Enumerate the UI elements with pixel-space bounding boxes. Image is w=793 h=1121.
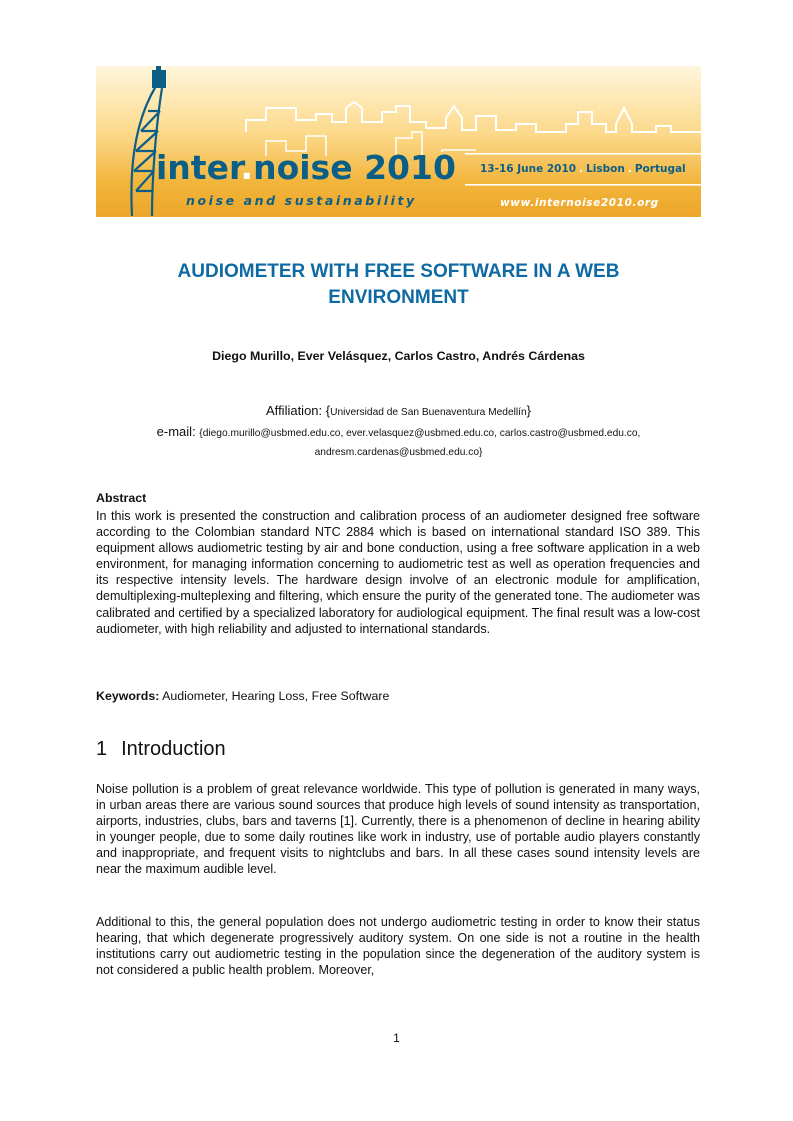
- paper-title: [96, 259, 701, 311]
- affiliation-close: }: [526, 403, 531, 418]
- conference-banner: [96, 66, 701, 217]
- brand-dot: .: [240, 148, 254, 187]
- title-line-2: ENVIRONMENT: [328, 287, 469, 308]
- title-line-1: AUDIOMETER WITH FREE SOFTWARE IN A WEB: [177, 261, 620, 282]
- affiliation: [96, 403, 701, 418]
- affiliation-label: Affiliation: {: [266, 403, 331, 418]
- conference-url: www.internoise2010.org: [500, 197, 659, 209]
- brand-part1: inter: [156, 148, 241, 187]
- section-heading-introduction: [96, 738, 226, 761]
- section-number: 1: [96, 738, 108, 760]
- keywords-label: Keywords:: [96, 689, 160, 703]
- keywords-list: Audiometer, Hearing Loss, Free Software: [159, 689, 390, 703]
- conference-logo-text: [156, 148, 456, 187]
- page-number: 1: [393, 1031, 400, 1045]
- section-title: Introduction: [121, 738, 226, 760]
- conference-slogan: noise and sustainability: [186, 193, 417, 208]
- email-label: e-mail:: [156, 424, 200, 439]
- country-text: Portugal: [634, 163, 686, 175]
- conference-dates: [480, 163, 686, 175]
- email-line-2: andresm.cardenas@usbmed.edu.co}: [314, 447, 483, 458]
- email-line-1: {diego.murillo@usbmed.edu.co, ever.velasquez@usbmed.edu.co, carlos.castro@usbmed.edu.co,: [199, 428, 641, 439]
- brand-part2: noise 2010: [253, 148, 456, 187]
- intro-paragraph-1: Noise pollution is a problem of great relevance worldwide. This type of pollution is generated in many ways, in urban areas there are various sound sources that produce high levels of sound intensity as transportation, airports, industries, clubs, bars and taverns [1]. Currently, there is a phenomenon of decline in hearing ability in younger people, due to some daily routines like work in industry, use of portable audio players constantly and inappropriate, and frequent visits to nightclubs and bars. In all these cases sound intensity levels are near the maximum audible level.: [96, 782, 700, 877]
- keywords: [96, 689, 389, 703]
- separator: .: [627, 163, 632, 175]
- separator: .: [579, 163, 584, 175]
- intro-paragraph-2: Additional to this, the general population does not undergo audiometric testing in order to know their status hearing, that which degenerate progressively auditory system. On one side is not a routine in the health institutions carry out audiometric testing in the population since the degeneration of the auditory system is not considered a public health problem. Moreover,: [96, 915, 700, 978]
- email-block: [96, 423, 701, 461]
- abstract-heading: Abstract: [96, 491, 147, 505]
- date-text: 13-16 June 2010: [480, 163, 577, 175]
- abstract-text: In this work is presented the construction and calibration process of an audiometer designed free software according to the Colombian standard NTC 2884 which is based on international standard ISO 389. This equipment allows audiometric testing by air and bone conduction, using a free software application in a web environment, for managing information concerning to audiometric test as well as operation frequencies and its respective intensity levels. The hardware design involve of an electronic module for amplification, demultiplexing-multeplexing and filtering, which ensure the purity of the generated tone. The audiometer was calibrated and certified by a specialized laboratory for audiological equipment. The final result was a low-cost audiometer, with high reliability and adjusted to international standards.: [96, 509, 700, 636]
- affiliation-value: Universidad de San Buenaventura Medellín: [330, 407, 527, 418]
- author-list: Diego Murillo, Ever Velásquez, Carlos Castro, Andrés Cárdenas: [212, 349, 585, 363]
- city-text: Lisbon: [586, 163, 625, 175]
